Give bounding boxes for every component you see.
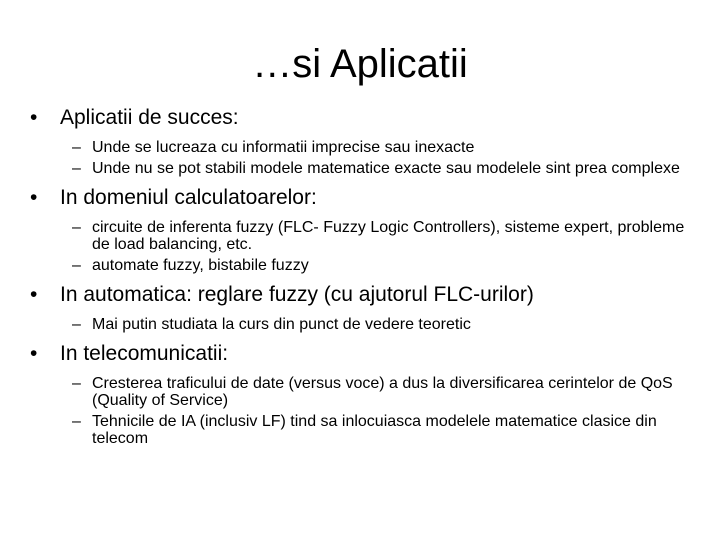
sub-bullet-item	[62, 160, 706, 177]
dash-icon: –	[72, 413, 81, 430]
bullet-item	[26, 283, 706, 333]
sub-bullet-text: Unde nu se pot stabili modele matematice exacte sau modelele sint prea complexe	[92, 160, 680, 177]
bullet-icon: •	[30, 283, 38, 306]
bullet-text: In domeniul calculatoarelor:	[60, 186, 317, 209]
sub-bullet-text: automate fuzzy, bistabile fuzzy	[92, 257, 309, 274]
dash-icon: –	[72, 219, 81, 236]
sub-bullet-text: Mai putin studiata la curs din punct de vedere teoretic	[92, 316, 471, 333]
sub-list	[62, 316, 706, 333]
sub-bullet-text: Cresterea traficului de date (versus voce) a dus la diversificarea cerintelor de QoS (Quality of Service)	[92, 375, 673, 409]
bullet-item	[26, 342, 706, 447]
sub-bullet-text: Tehnicile de IA (inclusiv LF) tind sa inlocuiasca modelele matematice clasice din telecom	[92, 413, 657, 447]
dash-icon: –	[72, 139, 81, 156]
slide-content	[26, 106, 706, 456]
bullet-text: In automatica: reglare fuzzy (cu ajutorul FLC-urilor)	[60, 283, 534, 306]
dash-icon: –	[72, 316, 81, 333]
sub-list	[62, 375, 706, 447]
sub-bullet-item	[62, 316, 706, 333]
sub-list	[62, 139, 706, 177]
sub-bullet-text: circuite de inferenta fuzzy (FLC- Fuzzy Logic Controllers), sisteme expert, probleme de load balancing, etc.	[92, 219, 685, 253]
slide-title: …si Aplicatii	[252, 42, 468, 86]
sub-bullet-text: Unde se lucreaza cu informatii imprecise sau inexacte	[92, 139, 475, 156]
bullet-text: In telecomunicatii:	[60, 342, 229, 365]
sub-bullet-item	[62, 257, 706, 274]
sub-bullet-item	[62, 219, 706, 253]
sub-bullet-item	[62, 413, 706, 447]
bullet-text: Aplicatii de succes:	[60, 106, 239, 129]
bullet-item	[26, 106, 706, 177]
bullet-icon: •	[30, 106, 38, 129]
bullet-icon: •	[30, 186, 38, 209]
bullet-icon: •	[30, 342, 38, 365]
sub-bullet-item	[62, 375, 706, 409]
bullet-item	[26, 186, 706, 274]
sub-bullet-item	[62, 139, 706, 156]
dash-icon: –	[72, 375, 81, 392]
dash-icon: –	[72, 160, 81, 177]
sub-list	[62, 219, 706, 274]
dash-icon: –	[72, 257, 81, 274]
